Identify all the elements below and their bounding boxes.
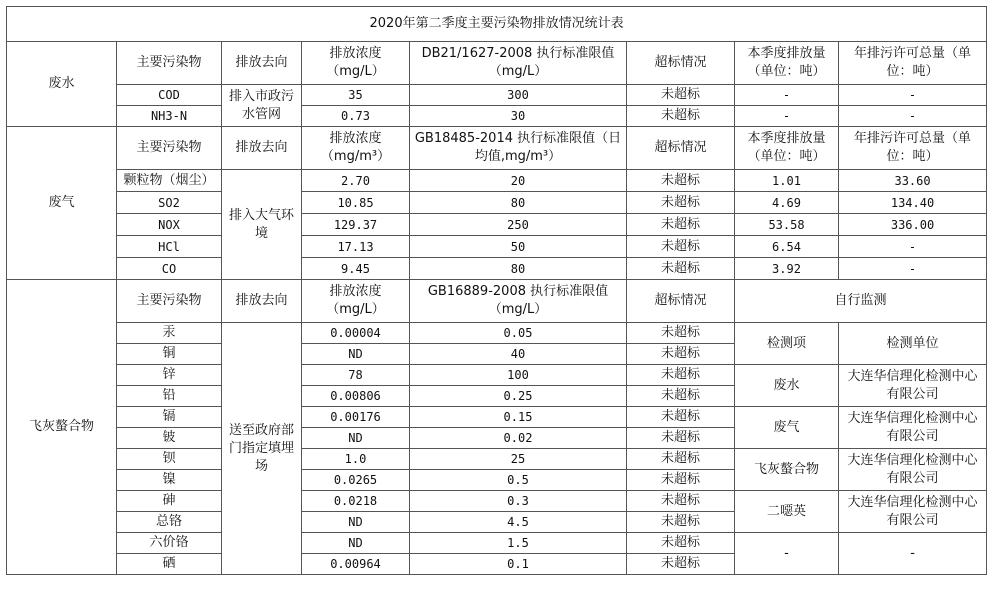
pollutant-name: 六价铬 bbox=[117, 533, 222, 554]
table-row bbox=[7, 449, 987, 470]
pollutant-name: 镉 bbox=[117, 407, 222, 428]
concentration-value: 9.45 bbox=[302, 258, 410, 280]
exceed-status: 未超标 bbox=[627, 85, 735, 106]
exceed-status: 未超标 bbox=[627, 386, 735, 407]
monitor-unit-header: 检测单位 bbox=[839, 323, 987, 365]
table-row bbox=[7, 491, 987, 512]
concentration-value: ND bbox=[302, 428, 410, 449]
annual-permit: - bbox=[839, 106, 987, 127]
col-header-direction: 排放去向 bbox=[222, 280, 302, 323]
standard-limit: 40 bbox=[410, 344, 627, 365]
col-header-annual-permit: 年排污许可总量（单位：吨） bbox=[839, 42, 987, 85]
standard-limit: 20 bbox=[410, 170, 627, 192]
category-fly-ash: 飞灰螯合物 bbox=[7, 280, 117, 575]
concentration-value: 78 bbox=[302, 365, 410, 386]
concentration-value: 0.0265 bbox=[302, 470, 410, 491]
pollutant-name: 锌 bbox=[117, 365, 222, 386]
emission-statistics-table bbox=[6, 6, 987, 575]
standard-limit: 250 bbox=[410, 214, 627, 236]
col-header-exceed: 超标情况 bbox=[627, 42, 735, 85]
exceed-status: 未超标 bbox=[627, 192, 735, 214]
standard-limit: 0.15 bbox=[410, 407, 627, 428]
quarter-amount: 6.54 bbox=[735, 236, 839, 258]
col-header-direction: 排放去向 bbox=[222, 127, 302, 170]
annual-permit: - bbox=[839, 85, 987, 106]
monitor-item: 飞灰螯合物 bbox=[735, 449, 839, 491]
exceed-status: 未超标 bbox=[627, 428, 735, 449]
exceed-status: 未超标 bbox=[627, 470, 735, 491]
category-waste-gas: 废气 bbox=[7, 127, 117, 280]
pollutant-name: 镍 bbox=[117, 470, 222, 491]
concentration-value: 0.00964 bbox=[302, 554, 410, 575]
standard-limit: 50 bbox=[410, 236, 627, 258]
monitor-item: 废气 bbox=[735, 407, 839, 449]
col-header-quarter-amount: 本季度排放量（单位：吨） bbox=[735, 127, 839, 170]
standard-limit: 80 bbox=[410, 258, 627, 280]
table-row bbox=[7, 323, 987, 344]
table-title: 2020年第二季度主要污染物排放情况统计表 bbox=[7, 7, 987, 42]
pollutant-name: 钡 bbox=[117, 449, 222, 470]
table-row bbox=[7, 214, 987, 236]
standard-limit: 0.3 bbox=[410, 491, 627, 512]
exceed-status: 未超标 bbox=[627, 106, 735, 127]
concentration-value: ND bbox=[302, 512, 410, 533]
standard-limit: 25 bbox=[410, 449, 627, 470]
annual-permit: 33.60 bbox=[839, 170, 987, 192]
standard-limit: 0.1 bbox=[410, 554, 627, 575]
discharge-direction: 排入市政污水管网 bbox=[222, 85, 302, 127]
table-row bbox=[7, 533, 987, 554]
concentration-value: ND bbox=[302, 344, 410, 365]
pollutant-name: 汞 bbox=[117, 323, 222, 344]
exceed-status: 未超标 bbox=[627, 512, 735, 533]
table-row bbox=[7, 236, 987, 258]
concentration-value: ND bbox=[302, 533, 410, 554]
exceed-status: 未超标 bbox=[627, 449, 735, 470]
pollutant-name: 铍 bbox=[117, 428, 222, 449]
table-row bbox=[7, 365, 987, 386]
exceed-status: 未超标 bbox=[627, 258, 735, 280]
monitor-unit: 大连华信理化检测中心有限公司 bbox=[839, 407, 987, 449]
monitor-unit: 大连华信理化检测中心有限公司 bbox=[839, 449, 987, 491]
monitor-item-header: 检测项 bbox=[735, 323, 839, 365]
concentration-value: 10.85 bbox=[302, 192, 410, 214]
concentration-value: 0.00806 bbox=[302, 386, 410, 407]
concentration-value: 35 bbox=[302, 85, 410, 106]
standard-limit: 100 bbox=[410, 365, 627, 386]
standard-limit: 30 bbox=[410, 106, 627, 127]
quarter-amount: - bbox=[735, 106, 839, 127]
waste-gas-header-row bbox=[7, 127, 987, 170]
wastewater-header-row bbox=[7, 42, 987, 85]
standard-limit: 300 bbox=[410, 85, 627, 106]
monitor-unit: 大连华信理化检测中心有限公司 bbox=[839, 491, 987, 533]
exceed-status: 未超标 bbox=[627, 365, 735, 386]
quarter-amount: - bbox=[735, 85, 839, 106]
concentration-value: 0.00176 bbox=[302, 407, 410, 428]
col-header-standard: GB16889-2008 执行标准限值（mg/L） bbox=[410, 280, 627, 323]
exceed-status: 未超标 bbox=[627, 533, 735, 554]
table-row bbox=[7, 258, 987, 280]
exceed-status: 未超标 bbox=[627, 491, 735, 512]
monitor-unit: 大连华信理化检测中心有限公司 bbox=[839, 365, 987, 407]
concentration-value: 0.0218 bbox=[302, 491, 410, 512]
quarter-amount: 4.69 bbox=[735, 192, 839, 214]
standard-limit: 0.02 bbox=[410, 428, 627, 449]
quarter-amount: 3.92 bbox=[735, 258, 839, 280]
table-row bbox=[7, 192, 987, 214]
pollutant-name: COD bbox=[117, 85, 222, 106]
fly-ash-header-row bbox=[7, 280, 987, 323]
exceed-status: 未超标 bbox=[627, 170, 735, 192]
pollutant-name: 颗粒物（烟尘） bbox=[117, 170, 222, 192]
pollutant-name: NOX bbox=[117, 214, 222, 236]
col-header-concentration: 排放浓度（mg/m³） bbox=[302, 127, 410, 170]
exceed-status: 未超标 bbox=[627, 344, 735, 365]
standard-limit: 1.5 bbox=[410, 533, 627, 554]
monitor-item: - bbox=[735, 533, 839, 575]
col-header-exceed: 超标情况 bbox=[627, 127, 735, 170]
category-wastewater: 废水 bbox=[7, 42, 117, 127]
col-header-exceed: 超标情况 bbox=[627, 280, 735, 323]
exceed-status: 未超标 bbox=[627, 236, 735, 258]
concentration-value: 17.13 bbox=[302, 236, 410, 258]
pollutant-name: SO2 bbox=[117, 192, 222, 214]
annual-permit: - bbox=[839, 236, 987, 258]
col-header-annual-permit: 年排污许可总量（单位：吨） bbox=[839, 127, 987, 170]
pollutant-name: 硒 bbox=[117, 554, 222, 575]
quarter-amount: 53.58 bbox=[735, 214, 839, 236]
concentration-value: 1.0 bbox=[302, 449, 410, 470]
standard-limit: 0.5 bbox=[410, 470, 627, 491]
discharge-direction: 排入大气环境 bbox=[222, 170, 302, 280]
pollutant-name: 铅 bbox=[117, 386, 222, 407]
standard-limit: 0.25 bbox=[410, 386, 627, 407]
col-header-concentration: 排放浓度（mg/L） bbox=[302, 280, 410, 323]
exceed-status: 未超标 bbox=[627, 554, 735, 575]
col-header-quarter-amount: 本季度排放量（单位：吨） bbox=[735, 42, 839, 85]
pollutant-name: NH3-N bbox=[117, 106, 222, 127]
concentration-value: 0.73 bbox=[302, 106, 410, 127]
monitor-unit: - bbox=[839, 533, 987, 575]
col-header-pollutant: 主要污染物 bbox=[117, 42, 222, 85]
table-row bbox=[7, 106, 987, 127]
discharge-direction: 送至政府部门指定填埋场 bbox=[222, 323, 302, 575]
annual-permit: 336.00 bbox=[839, 214, 987, 236]
pollutant-name: 砷 bbox=[117, 491, 222, 512]
table-row bbox=[7, 170, 987, 192]
col-header-concentration: 排放浓度（mg/L） bbox=[302, 42, 410, 85]
col-header-standard: GB18485-2014 执行标准限值（日均值,mg/m³） bbox=[410, 127, 627, 170]
monitor-item: 废水 bbox=[735, 365, 839, 407]
quarter-amount: 1.01 bbox=[735, 170, 839, 192]
exceed-status: 未超标 bbox=[627, 214, 735, 236]
pollutant-name: 总铬 bbox=[117, 512, 222, 533]
table-row bbox=[7, 407, 987, 428]
col-header-pollutant: 主要污染物 bbox=[117, 280, 222, 323]
pollutant-name: HCl bbox=[117, 236, 222, 258]
standard-limit: 80 bbox=[410, 192, 627, 214]
monitor-item: 二噁英 bbox=[735, 491, 839, 533]
pollutant-name: 铜 bbox=[117, 344, 222, 365]
annual-permit: - bbox=[839, 258, 987, 280]
pollutant-name: CO bbox=[117, 258, 222, 280]
exceed-status: 未超标 bbox=[627, 323, 735, 344]
col-header-pollutant: 主要污染物 bbox=[117, 127, 222, 170]
standard-limit: 0.05 bbox=[410, 323, 627, 344]
exceed-status: 未超标 bbox=[627, 407, 735, 428]
concentration-value: 0.00004 bbox=[302, 323, 410, 344]
col-header-standard: DB21/1627-2008 执行标准限值（mg/L） bbox=[410, 42, 627, 85]
concentration-value: 2.70 bbox=[302, 170, 410, 192]
table-row bbox=[7, 85, 987, 106]
concentration-value: 129.37 bbox=[302, 214, 410, 236]
annual-permit: 134.40 bbox=[839, 192, 987, 214]
self-monitoring-header: 自行监测 bbox=[735, 280, 987, 323]
standard-limit: 4.5 bbox=[410, 512, 627, 533]
col-header-direction: 排放去向 bbox=[222, 42, 302, 85]
